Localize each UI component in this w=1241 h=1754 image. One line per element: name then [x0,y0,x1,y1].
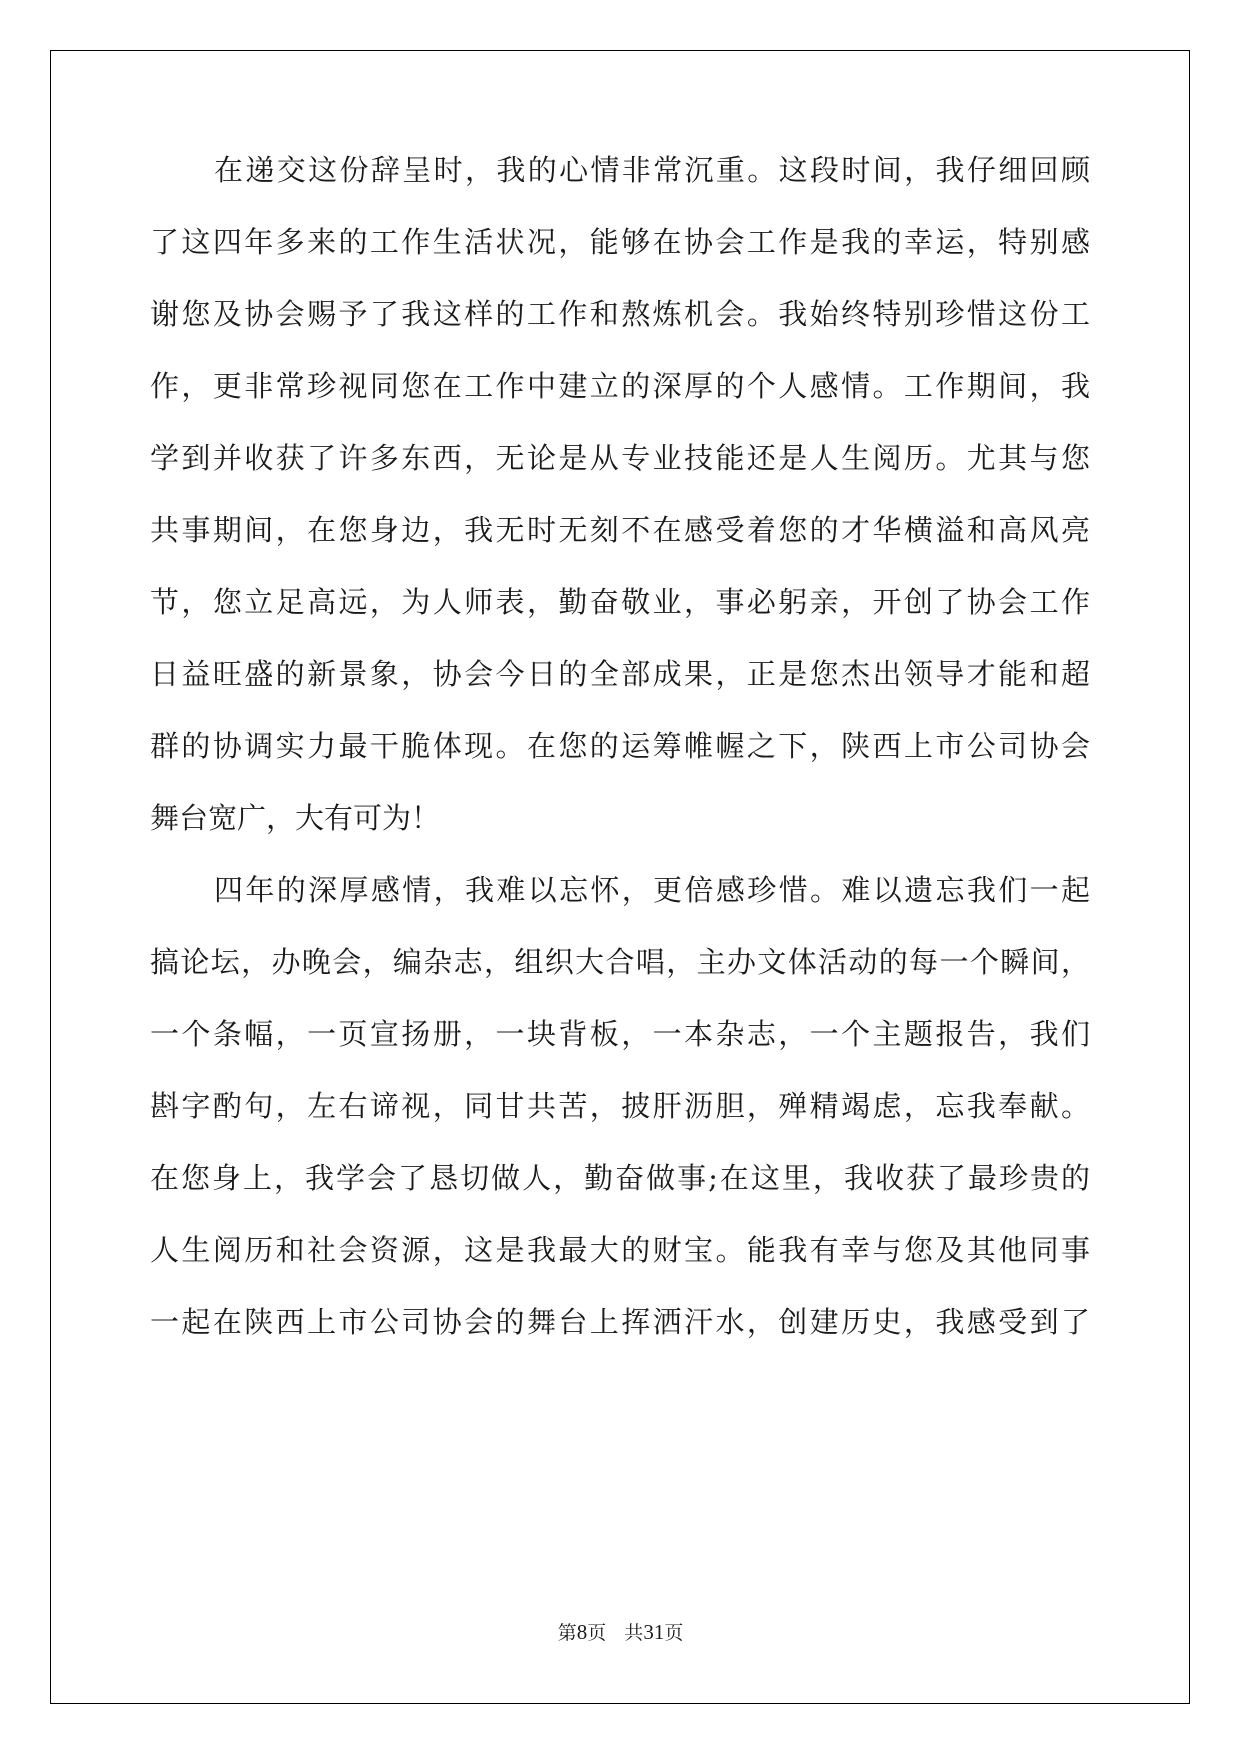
page-prefix: 第 [557,1622,577,1644]
paragraph-2-line-3: 一个条幅，一页宣扬册，一块背板，一本杂志，一个主题报告，我们 [150,1017,1090,1051]
paragraph-1-line-9: 群的协调实力最干脆体现。在您的运筹帷幄之下，陕西上市公司协会 [150,729,1090,763]
paragraph-1-line-2: 了这四年多来的工作生活状况，能够在协会工作是我的幸运，特别感 [150,225,1090,259]
paragraph-1-line-1: 在递交这份辞呈时，我的心情非常沉重。这段时间，我仔细回顾 [214,153,1090,187]
paragraph-1-line-10: 舞台宽广，大有可为！ [150,801,441,835]
paragraph-2-line-1: 四年的深厚感情，我难以忘怀，更倍感珍惜。难以遗忘我们一起 [214,873,1090,907]
paragraph-1-line-6: 共事期间，在您身边，我无时无刻不在感受着您的才华横溢和高风亮 [150,513,1090,547]
paragraph-1-line-8: 日益旺盛的新景象，协会今日的全部成果，正是您杰出领导才能和超 [150,657,1090,691]
paragraph-1-line-3: 谢您及协会赐予了我这样的工作和熬炼机会。我始终特别珍惜这份工 [150,297,1090,331]
paragraph-2-line-2: 搞论坛，办晚会，编杂志，组织大合唱，主办文体活动的每一个瞬间， [150,945,1090,979]
paragraph-1-line-4: 作，更非常珍视同您在工作中建立的深厚的个人感情。工作期间，我 [150,369,1090,403]
paragraph-2-line-7: 一起在陕西上市公司协会的舞台上挥洒汗水，创建历史，我感受到了 [150,1305,1090,1339]
current-page-number: 8 [576,1620,588,1644]
paragraph-2-line-4: 斟字酌句，左右谛视，同甘共苦，披肝沥胆，殚精竭虑，忘我奉献。 [150,1089,1090,1123]
paragraph-2-line-6: 人生阅历和社会资源，这是我最大的财宝。能我有幸与您及其他同事 [150,1233,1090,1267]
paragraph-1-line-7: 节，您立足高远，为人师表，勤奋敬业，事必躬亲，开创了协会工作 [150,585,1090,619]
total-page-number: 31 [643,1620,665,1644]
paragraph-2-line-5: 在您身上，我学会了恳切做人，勤奋做事;在这里，我收获了最珍贵的 [150,1161,1090,1195]
page-suffix: 页 [664,1622,684,1644]
page-number-footer [0,1618,1241,1645]
paragraph-1-line-5: 学到并收获了许多东西，无论是从专业技能还是人生阅历。尤其与您 [150,441,1090,475]
page-mid-text: 页 共 [587,1622,644,1644]
